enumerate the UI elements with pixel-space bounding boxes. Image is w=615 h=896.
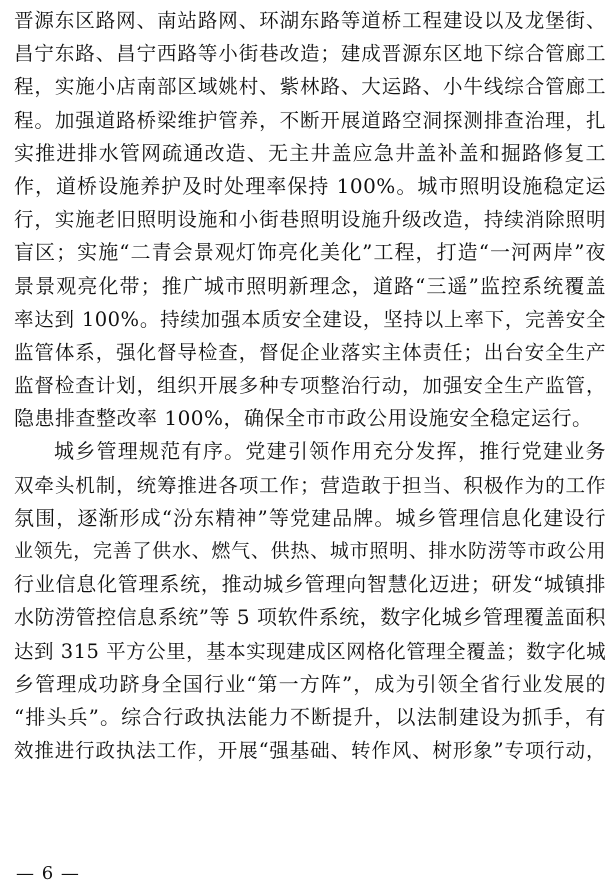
page-number: — 6 — — [16, 863, 80, 884]
text-line: 行，实施老旧照明设施和小街巷照明设施升级改造，持续消除照明 — [14, 208, 606, 232]
text-line: 晋源东区路网、南站路网、环湖东路等道桥工程建设以及龙堡街、 — [14, 9, 606, 32]
document-page — [14, 4, 606, 767]
text-line: 效推进行政执法工作，开展“强基础、转作风、树形象”专项行动， — [14, 739, 606, 763]
text-line: 双牵头机制，统筹推进各项工作；营造敢于担当、积极作为的工作 — [14, 473, 606, 497]
text-line: 监督检查计划，组织开展多种专项整治行动，加强安全生产监管， — [14, 374, 606, 398]
text-line: 昌宁东路、昌宁西路等小街巷改造；建成晋源东区地下综合管廊工 — [14, 42, 606, 66]
text-line: 达到 315 平方公里，基本实现建成区网格化管理全覆盖；数字化城 — [14, 639, 607, 663]
text-line: 程。加强道路桥梁维护管养，不断开展道路空洞探测排查治理，扎 — [14, 108, 606, 132]
text-line: 乡管理成功跻身全国行业“第一方阵”，成为引领全省行业发展的 — [14, 671, 606, 696]
text-line: 率达到 100%。持续加强本质安全建设，坚持以上率下，完善安全 — [14, 307, 606, 331]
text-line: 实推进排水管网疏通改造、无主井盖应急井盖补盖和掘路修复工 — [14, 140, 606, 165]
text-line: 盲区；实施“二青会景观灯饰亮化美化”工程，打造“一河两岸”夜 — [14, 240, 606, 265]
text-line: 作，道桥设施养护及时处理率保持 100%。城市照明设施稳定运 — [14, 173, 606, 198]
text-line: 城乡管理规范有序。党建引领作用充分发挥，推行党建业务 — [54, 439, 606, 464]
paragraph-infrastructure — [14, 4, 606, 435]
text-line: 业领先，完善了供水、燃气、供热、城市照明、排水防涝等市政公用 — [14, 540, 606, 562]
text-line: 水防涝管控信息系统”等 5 项软件系统，数字化城乡管理覆盖面积 — [14, 605, 606, 630]
text-line: “排头兵”。综合行政执法能力不断提升，以法制建设为抓手，有 — [14, 704, 606, 729]
text-line: 监管体系，强化督导检查，督促企业落实主体责任；出台安全生产 — [14, 340, 606, 364]
paragraph-urban-management — [14, 435, 606, 767]
text-line: 程，实施小店南部区域姚村、紫林路、大运路、小牛线综合管廊工 — [14, 75, 606, 99]
text-line: 行业信息化管理系统，推动城乡管理向智慧化迈进；研发“城镇排 — [14, 572, 606, 597]
text-line: 景景观亮化带；推广城市照明新理念，道路“三遥”监控系统覆盖 — [14, 273, 606, 298]
text-line: 隐患排查整改率 100%，确保全市市政公用设施安全稳定运行。 — [14, 406, 593, 431]
text-line: 氛围，逐渐形成“汾东精神”等党建品牌。城乡管理信息化建设行 — [14, 505, 606, 530]
